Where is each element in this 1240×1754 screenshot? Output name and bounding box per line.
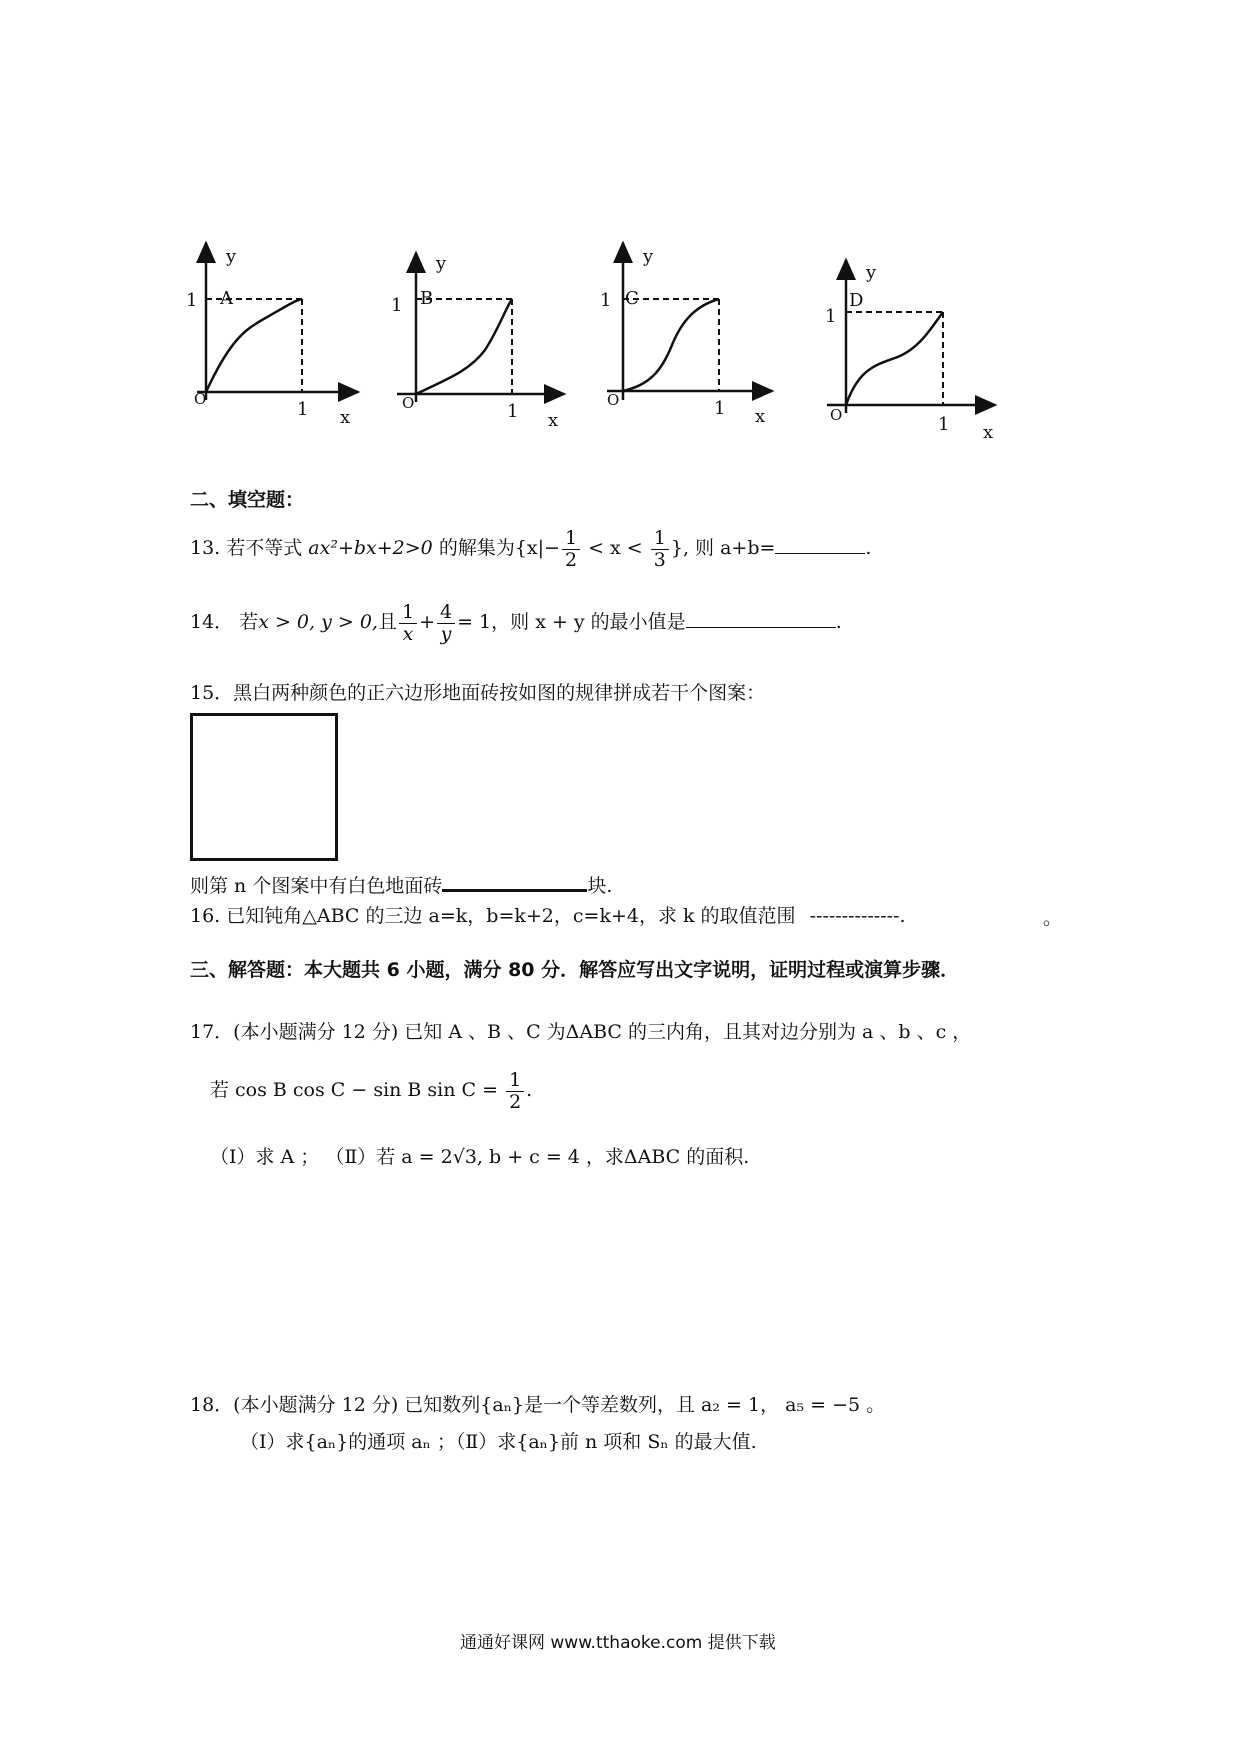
q18-line-1: 18．(本小题满分 12 分) 已知数列{aₙ}是一个等差数列，且 a₂ = 1， a₅ = −5 。 — [190, 1394, 886, 1416]
q14-eq: = 1 — [457, 611, 492, 633]
graph-c-one-y: 1 — [600, 290, 612, 311]
graph-a-origin: O — [194, 390, 207, 408]
q14-f1-den: x — [402, 622, 414, 645]
q14-and: 且 — [377, 611, 397, 633]
q17-line-3: （Ⅰ）求 A ； （Ⅱ）若 a = 2√3, b + c = 4 ，求ΔABC 的面积. — [210, 1146, 750, 1168]
q14-end: . — [835, 611, 842, 633]
graph-d-one-y: 1 — [825, 306, 837, 327]
q17-fraction — [506, 1070, 524, 1113]
q14-f2-num: 4 — [437, 602, 455, 624]
graph-d-one-x: 1 — [938, 414, 950, 435]
graph-c-one-x: 1 — [714, 398, 726, 419]
q18-line-2: （Ⅰ）求{aₙ}的通项 aₙ ；（Ⅱ）求{aₙ}前 n 项和 Sₙ 的最大值. — [240, 1431, 757, 1453]
graph-b-curve — [416, 299, 512, 394]
q13-fraction-1 — [562, 528, 580, 571]
q13-mid: 的解集为 — [432, 537, 515, 559]
q15-figure-placeholder — [190, 713, 338, 861]
q13-then: , 则 a+b= — [682, 537, 776, 559]
q15-answer-prefix: 则第 n 个图案中有白色地面砖 — [190, 875, 443, 897]
q14-fraction-1 — [399, 602, 417, 645]
q16-end-mark: 。 — [1043, 907, 1063, 929]
q14-fraction-2 — [437, 602, 455, 645]
graph-d — [827, 260, 995, 413]
q13-fraction-2 — [651, 528, 669, 571]
graph-b-letter: B — [420, 288, 434, 309]
option-graphs — [0, 220, 1240, 450]
q15-answer-suffix: 块. — [587, 875, 613, 897]
graph-d-origin: O — [830, 406, 843, 424]
graph-a-y-label: y — [226, 246, 237, 267]
q13-f2-num: 1 — [651, 528, 669, 550]
graph-b-origin: O — [402, 394, 415, 412]
graph-a — [197, 243, 358, 400]
graph-b — [397, 253, 564, 402]
q14-then: ，则 x + y 的最小值是 — [491, 611, 686, 633]
graph-d-curve — [846, 312, 943, 405]
q13-f1-den: 2 — [564, 548, 578, 571]
question-16 — [190, 901, 906, 928]
graph-d-y-label: y — [866, 262, 877, 283]
graph-a-x-label: x — [340, 407, 351, 428]
q13-lt: < x < — [582, 537, 649, 559]
q17-line-1: 17．(本小题满分 12 分) 已知 A 、B 、C 为ΔABC 的三内角，且其对边分别为 a 、b 、c ， — [190, 1021, 972, 1043]
q14-plus: + — [419, 611, 435, 633]
graph-a-curve — [206, 299, 302, 392]
question-15: 15．黑白两种颜色的正六边形地面砖按如图的规律拼成若干个图案： — [190, 682, 766, 704]
q13-end: . — [865, 537, 872, 559]
q17-line-2-end: . — [526, 1079, 533, 1101]
graph-c — [607, 243, 772, 400]
q14-f2-den: y — [440, 622, 452, 645]
q14-answer-blank[interactable] — [686, 608, 836, 628]
q14-f1-num: 1 — [399, 602, 417, 624]
graph-c-letter: C — [625, 288, 639, 309]
section3-heading: 三、解答题：本大题共 6 小题，满分 80 分．解答应写出文字说明，证明过程或演算步骤． — [190, 959, 960, 981]
graph-d-letter: D — [849, 290, 864, 311]
graph-c-x-label: x — [755, 406, 766, 427]
q13-set-close: } — [670, 537, 683, 559]
q13-set-open: {x|− — [514, 537, 560, 559]
q14-cond: x > 0, y > 0, — [258, 611, 378, 633]
graph-c-curve — [623, 299, 719, 391]
q13-expr: ax²+bx+2>0 — [308, 537, 433, 559]
question-13 — [190, 520, 871, 576]
page-footer: 通通好课网 www.tthaoke.com 提供下载 — [460, 1633, 776, 1653]
q17-f-den: 2 — [509, 1090, 522, 1113]
graph-b-x-label: x — [548, 410, 559, 431]
question-14 — [190, 592, 842, 652]
graph-b-one-x: 1 — [507, 401, 519, 422]
q13-answer-blank[interactable] — [775, 534, 865, 554]
graph-d-x-label: x — [983, 422, 994, 443]
graph-a-one-x: 1 — [297, 399, 309, 420]
q17-line-2 — [210, 1058, 532, 1122]
section2-heading: 二、填空题： — [190, 489, 305, 511]
q13-prefix: 13. 若不等式 — [190, 537, 309, 559]
graph-c-origin: O — [607, 391, 620, 409]
q14-prefix: 14． 若 — [190, 611, 259, 633]
graph-b-one-y: 1 — [391, 295, 403, 316]
q15-answer-blank[interactable] — [442, 870, 587, 892]
q13-f1-num: 1 — [562, 528, 580, 550]
graph-c-y-label: y — [643, 246, 654, 267]
graph-a-one-y: 1 — [186, 290, 198, 311]
q16-text: 16. 已知钝角△ABC 的三边 a=k，b=k+2，c=k+4，求 k 的取值范围 — [190, 905, 796, 927]
q17-condition: 若 cos B cos C − sin B sin C = — [210, 1079, 505, 1101]
q16-dashes[interactable]: --------------. — [809, 905, 906, 927]
q15-answer-line — [190, 870, 612, 898]
q13-f2-den: 3 — [653, 548, 666, 571]
graph-a-letter: A — [220, 288, 233, 309]
q17-f-num: 1 — [506, 1070, 524, 1092]
graph-b-y-label: y — [436, 253, 447, 274]
